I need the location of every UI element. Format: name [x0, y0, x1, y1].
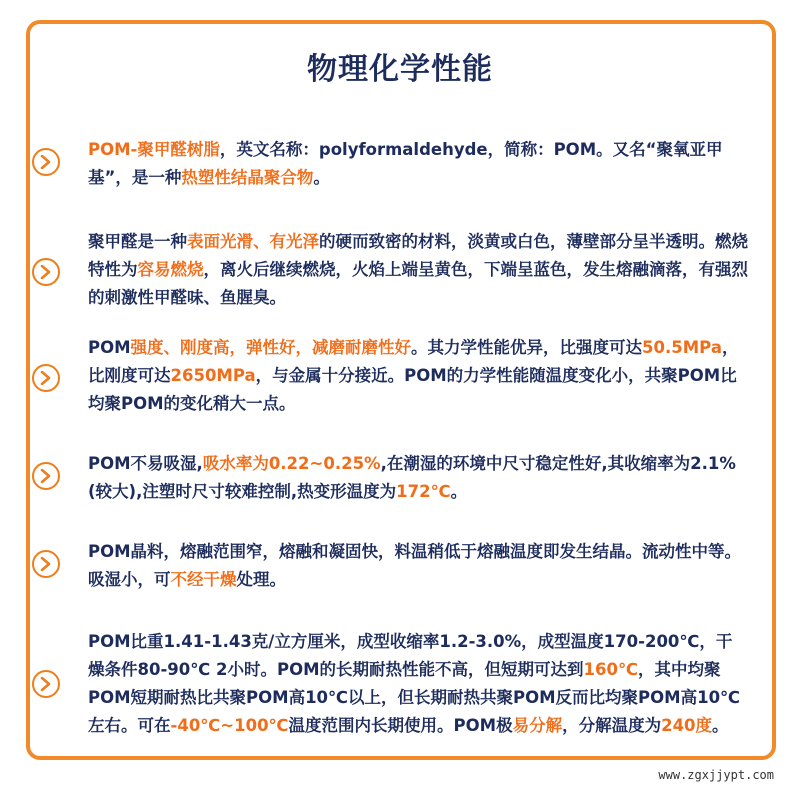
- chevron-right-icon: [32, 148, 60, 176]
- highlight-text: 2650MPa: [170, 366, 256, 385]
- body-text: ，离火后继续燃烧，火焰上端呈黄色，下端呈蓝色，发生熔融滴落，有强烈的刺激性甲醛味、鱼腥臭。: [88, 260, 748, 307]
- body-text: 。其力学性能优异，比强度可达: [411, 338, 643, 357]
- body-text: ,在潮湿的环境中尺寸稳定性好,其收缩率为2.1%(较大),注塑时尺寸较难控制,热变形温度为: [88, 454, 736, 501]
- body-text: ，比刚度可达: [88, 338, 739, 385]
- body-text: ，英文名称：polyformaldehyde，简称：POM。又名“聚氧亚甲基”，是一种: [88, 140, 723, 187]
- highlight-text: 热塑性结晶聚合物: [181, 168, 314, 187]
- body-text: 。: [450, 482, 468, 501]
- highlight-text: 不经干燥: [170, 570, 237, 589]
- chevron-right-icon: [32, 364, 60, 392]
- item-text: [88, 538, 748, 594]
- body-text: POM不易吸湿,: [88, 454, 203, 473]
- highlight-text: POM-聚甲醛树脂: [88, 140, 220, 159]
- chevron-right-icon: [32, 462, 60, 490]
- item-text: [88, 334, 748, 418]
- highlight-text: 吸水率为0.22~0.25%: [202, 454, 381, 473]
- body-text: 温度范围内长期使用。POM极: [288, 716, 513, 735]
- item-text: [88, 628, 748, 740]
- body-text: 。: [313, 168, 330, 187]
- body-text: 的硬而致密的材料，淡黄或白色，薄壁部分呈半透明。燃烧特性为: [88, 232, 748, 279]
- highlight-text: 172℃: [396, 482, 451, 501]
- item-text: [88, 136, 748, 192]
- body-text: 。: [712, 716, 729, 735]
- highlight-text: 强度、刚度高，弹性好，减磨耐磨性好: [130, 338, 412, 357]
- page-title: 物理化学性能: [307, 52, 493, 87]
- body-text: POM: [88, 338, 131, 357]
- highlight-text: 容易燃烧: [137, 260, 204, 279]
- highlight-text: 50.5MPa: [642, 338, 722, 357]
- highlight-text: 表面光滑、有光泽: [187, 232, 319, 251]
- highlight-text: -40℃~100℃: [170, 716, 289, 735]
- body-text: 聚甲醛是一种: [88, 232, 187, 251]
- item-text: [88, 228, 748, 312]
- body-text: ，与金属十分接近。POM的力学性能随温度变化小，共聚POM比均聚POM的变化稍大一点。: [88, 366, 737, 413]
- highlight-text: 160℃: [583, 660, 638, 679]
- highlight-text: 240度: [661, 716, 713, 735]
- body-text: POM比重1.41-1.43克/立方厘米，成型收缩率1.2-3.0%，成型温度170-200℃，干燥条件80-90℃ 2小时。POM的长期耐热性能不高，但短期可达到: [88, 632, 733, 679]
- chevron-right-icon: [32, 258, 60, 286]
- highlight-text: 易分解: [512, 716, 563, 735]
- body-text: POM晶料，熔融范围窄，熔融和凝固快，料温稍低于熔融温度即发生结晶。流动性中等。吸湿小，可: [88, 542, 742, 589]
- chevron-right-icon: [32, 550, 60, 578]
- body-text: ，分解温度为: [562, 716, 662, 735]
- item-text: [88, 450, 748, 506]
- watermark-url: www.zgxjjypt.com: [658, 768, 774, 782]
- body-text: 处理。: [236, 570, 286, 589]
- body-text: ，其中均聚POM短期耐热比共聚POM高10℃以上，但长期耐热共聚POM反而比均聚POM高10℃左右。可在: [88, 660, 741, 735]
- chevron-right-icon: [32, 670, 60, 698]
